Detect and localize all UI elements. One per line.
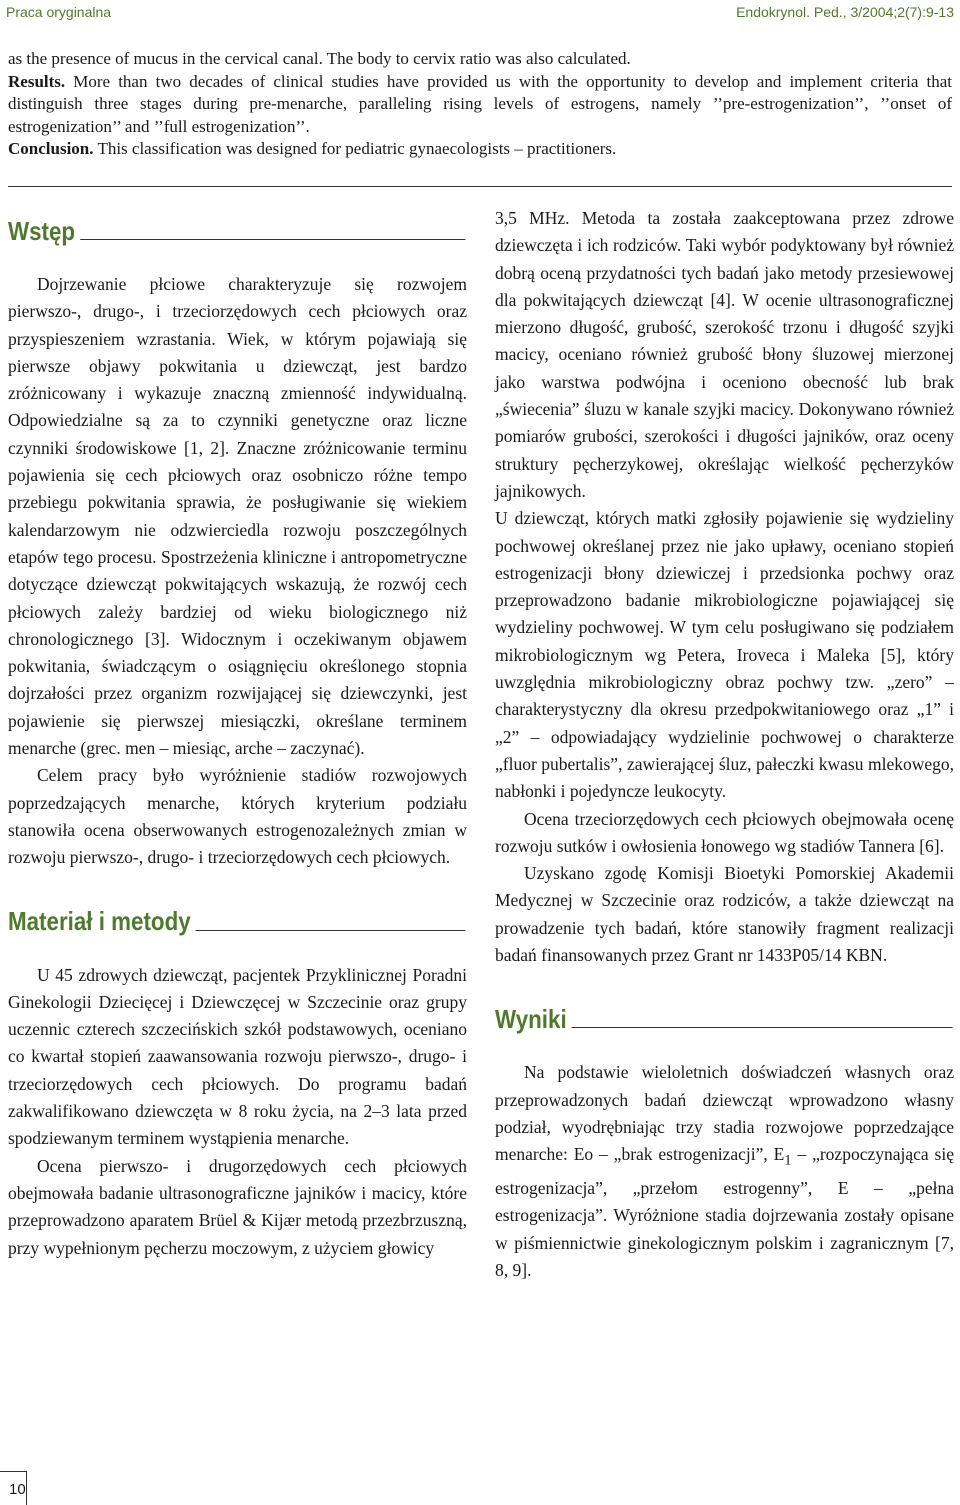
running-header bbox=[6, 0, 954, 24]
methods-paragraph-continued: 3,5 MHz. Metoda ta została zaakceptowana przez zdrowe dziewczęta i ich rodziców. Taki wybór podyktowany był również dobrą oceną przydatności tych badań jako metody przesiewowej dla pokwitających dziewcząt [4]. W ocenie ultrasonograficznej mierzono długość, grubość, szerokość trzonu i długość szyjki macicy, oceniano również grubość błony śluzowej mierzonej jako warstwa podwójna i oceniono obecność lub brak „świecenia” śluzu w kanale szyjki macicy. Dokonywano również pomiarów grubości, szerokości i długości jajników, oraz oceny struktury pęcherzykowej, określając wielkość pęcherzyków jajnikowych. bbox=[495, 208, 954, 501]
left-column bbox=[8, 205, 467, 1262]
abstract-results bbox=[8, 71, 952, 139]
material-paragraph-2: Ocena pierwszo- i drugorzędowych cech płciowych obejmowała badanie ultrasonograficzne jajników i macicy, które przeprowadzono aparatem Brüel & Kijær metodą przezbrzuszną, przy wypełnionym pęcherzu moczowym, z użyciem głowicy bbox=[8, 1155, 467, 1258]
material-paragraph-1: U 45 zdrowych dziewcząt, pacjentek Przyklinicznej Poradni Ginekologii Dziecięcej i Dziewczęcej w Szczecinie oraz grupy uczennic czterech szczecińskich szkół podstawowych, oceniano co kwartał stopień zaawansowania rozwoju pierwszo-, drugo- i trzeciorzędowych cech płciowych. Do programu badań zakwalifikowano dziewczęta w 8 roku życia, na 2–3 lata przed spodziewanym terminem wystąpienia menarche. bbox=[8, 964, 467, 1149]
conclusion-label: Conclusion. bbox=[8, 139, 94, 158]
e1-subscript: 1 bbox=[784, 1152, 792, 1169]
page-number: 10 bbox=[9, 1481, 26, 1498]
abstract-divider bbox=[8, 186, 952, 187]
wstep-paragraph-1: Dojrzewanie płciowe charakteryzuje się rozwojem pierwszo-, drugo-, i trzeciorzędowych cech płciowych oraz przyspieszeniem wzrastania. Wiek, w którym pojawiają się pierwsze objawy pokwitania u dziewcząt, jest bardzo zróżnicowany i wykazuje znaczną zmienność indywidualną. Odpowiedzialne są za to czynniki genetyczne oraz liczne czynniki środowiskowe [1, 2]. Znaczne zróżnicowanie terminu pojawienia się cech płciowych oraz osobniczo różne tempo przebiegu pokwitania sprawia, że posługiwanie się wiekiem kalendarzowym nie odzwierciedla rozwoju poszczególnych etapów tego procesu. Spostrzeżenia kliniczne i antropometryczne dotyczące dziewcząt pokwitających wskazują, że rozwój cech płciowych zależy bardziej od wieku biologicznego niż chronologicznego [3]. Widocznym i oczekiwanym objawem pokwitania, świadczącym o osiągnięciu określonego stopnia dojrzałości przez organizm rozwijającej się dziewczynki, jest pojawienie się pierwszej miesiączki, określane terminem menarche (grec. men – miesiąc, arche – zaczynać). bbox=[8, 274, 467, 759]
results-text: More than two decades of clinical studies have provided us with the opportunity to develop and implement criteria that distinguish three stages during pre-menarche, paralleling rising levels of estrogens, namely ’’pre-estrogenization’’, ’’onset of estrogenization’’ and ’’full estrogenization’’. bbox=[8, 71, 952, 136]
abstract-continuation bbox=[8, 48, 952, 161]
footer-vertical-rule bbox=[26, 1471, 27, 1505]
section-heading-wstep: Wstęp bbox=[8, 205, 466, 245]
results-label: Results. bbox=[8, 71, 66, 91]
wstep-paragraph-2: Celem pracy było wyróżnienie stadiów rozwojowych poprzedzających menarche, których kryterium podziału stanowiła ocena obserwowanych estrogenozależnych zmian w rozwoju pierwszo-, drugo- i trzeciorzędowych cech płciowych. bbox=[8, 765, 467, 868]
right-column bbox=[495, 205, 954, 1284]
section-heading-wyniki: Wyniki bbox=[495, 993, 953, 1033]
abstract-methods-tail: as the presence of mucus in the cervical canal. The body to cervix ratio was also calculated. bbox=[8, 49, 631, 68]
methods-paragraph-tanner: Ocena trzeciorzędowych cech płciowych obejmowała ocenę rozwoju sutków i owłosienia łonowego wg stadiów Tannera [6]. bbox=[495, 808, 954, 856]
wyniki-paragraph-1: Na podstawie wieloletnich doświadczeń własnych oraz przeprowadzonych badań dziewcząt wprowadzono własny podział, wyodrębniając trzy stadia rozwojowe poprzedzające menarche: Eo – „brak estrogenizacji”, $E_1$ – „rozpoczynająca się estrogenizacja”, „przełom estrogenny”, E – „pełna estrogenizacja”. Wyróżnione stadia dojrzewania zostały opisane w piśmiennictwie ginekologicznym polskim i zagranicznym [7, 8, 9]. bbox=[495, 1062, 954, 1280]
conclusion-text: This classification was designed for pediatric gynaecologists – practitioners. bbox=[93, 139, 617, 158]
methods-paragraph-microbiology: U dziewcząt, których matki zgłosiły pojawienie się wydzieliny pochwowej określanej przez nie jako upławy, oceniano stopień estrogenizacji błony dziewiczej i przedsionka pochwy oraz przeprowadzono badanie mikrobiologiczne pojawiającej się wydzieliny pochwowej. W tym celu posługiwano się podziałem mikrobiologicznym wg Petera, Iroveca i Maleka [5], który uwzględnia mikrobiologiczny obraz pochwy tzw. „zero” – charakterystyczny dla okresu przedpokwitaniowego oraz „1” i „2” – odpowiadający wydzielinie pochwowej o charakterze „fluor pubertalis”, zawierającej śluz, pałeczki kwasu mlekowego, nabłonki i pojedyncze leukocyty. bbox=[495, 508, 954, 802]
header-journal-citation: Endokrynol. Ped., 3/2004;2(7):9-13 bbox=[736, 4, 954, 20]
methods-paragraph-ethics: Uzyskano zgodę Komisji Bioetyki Pomorskiej Akademii Medycznej w Szczecinie oraz rodziców, a także dziewcząt na prowadzenie tych badań, które stanowiły fragment realizacji badań finansowanych przez Grant nr 1433P05/14 KBN. bbox=[495, 863, 954, 966]
footer-rule bbox=[0, 1471, 26, 1472]
abstract-conclusion bbox=[8, 138, 952, 161]
section-heading-material-i-metody: Materiał i metody bbox=[8, 896, 466, 936]
header-article-type: Praca oryginalna bbox=[6, 4, 112, 20]
